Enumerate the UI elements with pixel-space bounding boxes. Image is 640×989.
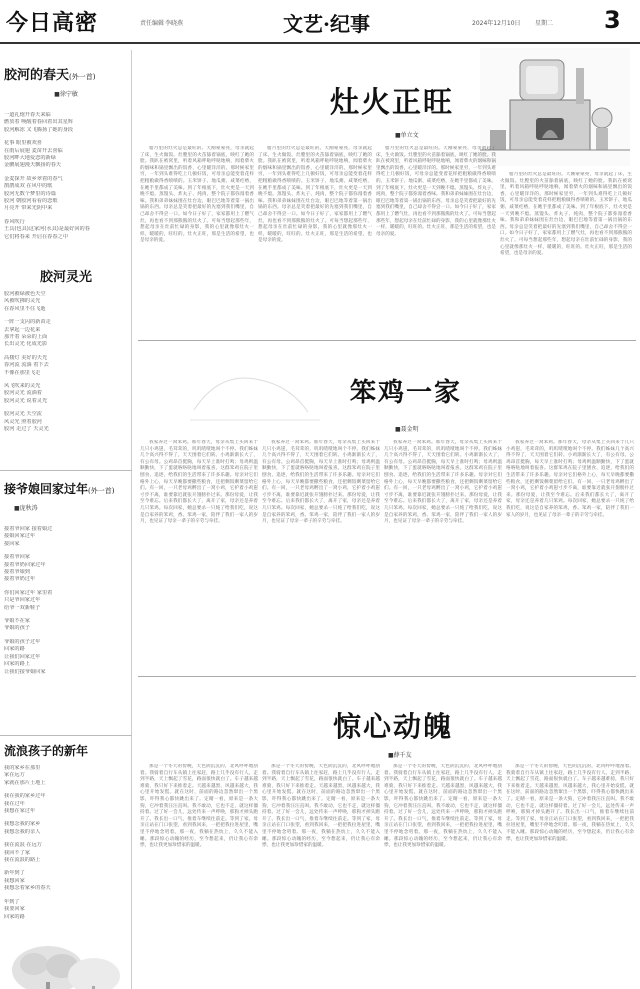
article-body: 那是一个冬天的傍晚，天色阴沉沉的，北风呼呼地刮着。我骑着自行车从镇上往家赶，路上几乎没有行人。走到半路，天上飘起了雪花，路面很快就白了。车子越来越难骑，我只好下来推着走。天越来越黑，风越来越大，我心里开始发慌。就在这时，前面的路边忽然窜出一个黑影，吓得我心都快跳出来了。定睛一看，原来是一条大狗，它冲着我汪汪直叫。我不敢动，它也不走，就这样僵持着。过了好一会儿，远处传来一声呼唤，那狗才掉头跑开了。我长出一口气，推着车继续往前走。等到了家，母亲正站在门口张望，看到我回来，一把把我拉进屋里，嘴里不停地念叨着。那一夜，我躺在热炕上，久久不能入睡。那段惊心动魄的经历，至今想起来，仍让我心有余悸，也让我更加珍惜家的温暖。	[140, 764, 258, 849]
poem-line: 给爷一双新鞋子	[4, 604, 41, 611]
poem-title: 胶河灵光	[39, 270, 92, 285]
article-headline: 惊心动魄	[333, 710, 454, 743]
article-body: 我家养过一窝笨鸡。那年春天，母亲从集上买回来十几只小鸡崽，毛茸茸的，叽叽喳喳地叫个不停。我们姊妹几个高兴得不得了，天天围着它们转。小鸡渐渐长大了，有公有母。公鸡昂首挺胸，每天早上准时打鸣；母鸡则温顺勤快，下了蛋就咯咯哒地叫着报喜。这群笨鸡在院子里刨食、追逐，给我们的生活带来了许多乐趣。母亲对它们格外上心，每天早晚都要撒些粮食，还把剩饭剩菜留给它们。有一回，一只老母鸡孵出了一窝小鸡，它护着小鸡崽寸步不离，谁要靠近就张开翅膀扑过来。那份母爱，让我至今难忘。后来我们都长大了，离开了家，母亲还是养着几只笨鸡。每次回家，她总要杀一只炖了给我们吃，说这是自家养的笨鸡，香。笨鸡一家，陪伴了我们一家人的岁月，也见证了母亲一辈子的辛劳与牵挂。	[384, 440, 502, 525]
poem-line: 让我们接爷娘回家	[4, 668, 46, 675]
poem-line: 我的家乡在那里	[4, 765, 41, 771]
article-body: 我家养过一窝笨鸡。那年春天，母亲从集上买回来十几只小鸡崽，毛茸茸的，叽叽喳喳地叫个不停。我们姊妹几个高兴得不得了，天天围着它们转。小鸡渐渐长大了，有公有母。公鸡昂首挺胸，每天早上准时打鸣；母鸡则温顺勤快，下了蛋就咯咯哒地叫着报喜。这群笨鸡在院子里刨食、追逐，给我们的生活带来了许多乐趣。母亲对它们格外上心，每天早晚都要撒些粮食，还把剩饭剩菜留给它们。有一回，一只老母鸡孵出了一窝小鸡，它护着小鸡崽寸步不离，谁要靠近就张开翅膀扑过来。那份母爱，让我至今难忘。后来我们都长大了，离开了家，母亲还是养着几只笨鸡。每次回家，她总要杀一只炖了给我们吃，说这是自家养的笨鸡，香。笨鸡一家，陪伴了我们一家人的岁月，也见证了母亲一辈子的辛劳与牵挂。	[140, 440, 258, 525]
poem-line: 我想回家	[4, 877, 25, 884]
poem-line: 接着爷奶过年	[4, 576, 36, 583]
poem-line: 胶河灵光 说着灵光	[4, 397, 48, 404]
poem-line: 胶河灵光 流淌着	[4, 390, 42, 397]
poem-line: 家就在那片土地上	[4, 779, 46, 786]
poem-line: 回家的路上	[4, 661, 30, 668]
poem-column	[0, 50, 132, 989]
newspaper-logo: 今日高密	[6, 10, 99, 36]
poem-line: 我在我的家乡过年	[4, 793, 46, 800]
article-body-col-3	[376, 146, 496, 336]
poem-line: 胶河 走过了 天灵光	[4, 426, 49, 433]
poem-line: 你们回家过年 家里着	[4, 589, 53, 596]
article-body: 我家养过一窝笨鸡。那年春天，母亲从集上买回来十几只小鸡崽，毛茸茸的，叽叽喳喳地叫个不停。我们姊妹几个高兴得不得了，天天围着它们转。小鸡渐渐长大了，有公有母。公鸡昂首挺胸，每天早上准时打鸣；母鸡则温顺勤快，下了蛋就咯咯哒地叫着报喜。这群笨鸡在院子里刨食、追逐，给我们的生活带来了许多乐趣。母亲对它们格外上心，每天早晚都要撒些粮食，还把剩饭剩菜留给它们。有一回，一只老母鸡孵出了一窝小鸡，它护着小鸡崽寸步不离，谁要靠近就张开翅膀扑过来。那份母爱，让我至今难忘。后来我们都长大了，离开了家，母亲还是养着几只笨鸡。每次回家，她总要杀一只炖了给我们吃，说这是自家养的笨鸡，香。笨鸡一家，陪伴了我们一家人的岁月，也见证了母亲一辈子的辛劳与牵挂。	[506, 440, 634, 518]
poem-lines	[4, 526, 128, 676]
divider	[0, 735, 132, 736]
poem-line: 爷娘的孩子过年	[4, 638, 41, 645]
poem-line: 我在流浪 在远方	[4, 842, 42, 849]
poem-line: 胶河无数个梦里的诗篇	[4, 190, 56, 197]
poem-lines	[4, 765, 128, 921]
issue-date: 2024年12月10日	[472, 20, 521, 27]
article-body: 腊月里的灶火总是最旺的。天刚蒙蒙亮，母亲就起了床，生火做饭。灶膛里的火苗舔着锅底，映红了她的脸。我趴在被窝里，听着风箱呼哒呼哒地响，闻着柴火的烟味和锅里飘出的饭香，心里暖洋洋的。那时候家里穷，一年到头难得吃上几顿好饭，可母亲总能变着花样把粗粮做得香喷喷的。玉米饼子、地瓜粥、咸菜疙瘩，在她手里都成了美味。到了年根底下，灶火更是一天到晚不熄。蒸馒头、炸丸子、炖肉，整个院子都弥漫着香味。我和弟弟妹妹围在灶台边，眼巴巴地等着第一锅出锅的东西。母亲总是笑着把最好的先塞到我们嘴里，自己却舍不得尝一口。如今日子好了，家家都用上了燃气灶，再也看不到那熊熊的灶火了。可每当想起那些年，想起母亲在灶前忙碌的身影，我的心里就像那灶火一样，暖暖的，旺旺的。灶火正旺，那是生活的希望，也是母亲的爱。	[140, 146, 254, 244]
article-body-col-1	[140, 146, 254, 336]
poem-line: 接着爷回家 接着娘过	[4, 526, 53, 532]
poem-line: 鹊鹊成双 在风中的歌	[4, 183, 53, 190]
article-byline: ■聂金明	[395, 426, 419, 433]
poem-line: 我在流浪的路上	[4, 857, 41, 864]
poem-line: 胶河 朝胶河看看的恋歌	[4, 198, 58, 205]
poem-line: 爷娘不在家	[4, 618, 30, 625]
editor-name: 李晓燕	[165, 20, 184, 27]
article-body: 那是一个冬天的傍晚，天色阴沉沉的，北风呼呼地刮着。我骑着自行车从镇上往家赶，路上几乎没有行人。走到半路，天上飘起了雪花，路面很快就白了。车子越来越难骑，我只好下来推着走。天越来越黑，风越来越大，我心里开始发慌。就在这时，前面的路边忽然窜出一个黑影，吓得我心都快跳出来了。定睛一看，原来是一条大狗，它冲着我汪汪直叫。我不敢动，它也不走，就这样僵持着。过了好一会儿，远处传来一声呼唤，那狗才掉头跑开了。我长出一口气，推着车继续往前走。等到了家，母亲正站在门口张望，看到我回来，一把把我拉进屋里，嘴里不停地念叨着。那一夜，我躺在热炕上，久久不能入睡。那段惊心动魄的经历，至今想起来，仍让我心有余悸，也让我更加珍惜家的温暖。	[506, 764, 634, 842]
poem-line: 在春风里不住飞逝	[4, 305, 46, 312]
divider	[138, 676, 636, 677]
poem-line: 一阵一支闪的新苗走	[4, 319, 51, 326]
article-body-col-2	[262, 764, 380, 984]
poem-lines	[4, 291, 128, 434]
poem-author: ■徐宁敏	[54, 91, 78, 98]
poem-line: 我在过年	[4, 800, 25, 807]
poem-subtitle: (外一首)	[88, 487, 115, 495]
stove-illustration	[480, 48, 630, 166]
poem-line: 胶河被绿被色天空	[4, 291, 46, 297]
article-body-col-3	[384, 440, 502, 670]
article-body-col-3	[384, 764, 502, 984]
poem-line: 回家的路	[4, 913, 25, 920]
poem-line: 爷娘的孩子	[4, 625, 30, 632]
poem-line: 胶河灵光 天空流	[4, 411, 42, 418]
poem-line: 新年到了	[4, 870, 25, 877]
poem-title-text: 接爷娘回家过年	[4, 482, 89, 496]
poem-block-2	[4, 266, 128, 434]
poem-line: 我要回家	[4, 906, 25, 913]
article-body-col-4	[506, 764, 634, 984]
article-body-col-1	[140, 440, 258, 670]
poem-line: 王具(也具)这家河(水具)是最好回的春	[4, 226, 90, 233]
poem-line: 回家的路	[4, 646, 25, 653]
poem-line: 胶河畔大地爱恋的新绿	[4, 155, 56, 162]
poem-line: 我想念我的亲人	[4, 828, 41, 835]
poem-block-3	[4, 480, 128, 676]
poem-line: 花事 眼里被欢喜	[4, 140, 42, 147]
editor-label: 责任编辑	[140, 20, 165, 27]
poem-line: 不像在那里飞走	[4, 369, 41, 376]
article-byline: ■薛千友	[388, 752, 412, 759]
poem-line: 让我们回家过年	[4, 653, 41, 660]
poem-block-1	[4, 64, 128, 241]
page-number: 3	[604, 6, 621, 34]
poem-title	[4, 480, 128, 497]
article-byline: ■单立文	[395, 132, 419, 139]
poem-line: 长出灵光 化成光影	[4, 341, 48, 348]
poem-line: 我想念着家乡的春天	[4, 885, 51, 892]
poem-line: 接着爷奶回家过年	[4, 561, 46, 568]
poem-line: 接着爷回家	[4, 554, 30, 561]
poem-line: 金鹏展翅漫天飘扬的春天	[4, 162, 62, 169]
poem-line: 我想念我的家乡	[4, 821, 41, 828]
poem-line: 春风吹行	[4, 218, 25, 225]
poem-line: 高楼灯 美好的天光	[4, 354, 48, 361]
poem-title-text: 胶河的春天	[4, 68, 70, 83]
article-body: 腊月里的灶火总是最旺的。天刚蒙蒙亮，母亲就起了床，生火做饭。灶膛里的火苗舔着锅底，映红了她的脸。我趴在被窝里，听着风箱呼哒呼哒地响，闻着柴火的烟味和锅里飘出的饭香，心里暖洋洋的。那时候家里穷，一年到头难得吃上几顿好饭，可母亲总能变着花样把粗粮做得香喷喷的。玉米饼子、地瓜粥、咸菜疙瘩，在她手里都成了美味。到了年根底下，灶火更是一天到晚不熄。蒸馒头、炸丸子、炖肉，整个院子都弥漫着香味。我和弟弟妹妹围在灶台边，眼巴巴地等着第一锅出锅的东西。母亲总是笑着把最好的先塞到我们嘴里，自己却舍不得尝一口。如今日子好了，家家都用上了燃气灶，再也看不到那熊熊的灶火了。可每当想起那些年，想起母亲在灶前忙碌的身影，我的心里就像那灶火一样，暖暖的，旺旺的。灶火正旺，那是生活的希望，也是母亲的爱。	[376, 146, 496, 237]
poem-title	[4, 64, 128, 83]
poem-line: 春河流 流淌 着下去	[4, 362, 49, 369]
article-body: 那是一个冬天的傍晚，天色阴沉沉的，北风呼呼地刮着。我骑着自行车从镇上往家赶，路上几乎没有行人。走到半路，天上飘起了雪花，路面很快就白了。车子越来越难骑，我只好下来推着走。天越来越黑，风越来越大，我心里开始发慌。就在这时，前面的路边忽然窜出一个黑影，吓得我心都快跳出来了。定睛一看，原来是一条大狗，它冲着我汪汪直叫。我不敢动，它也不走，就这样僵持着。过了好一会儿，远处传来一声呼唤，那狗才掉头跑开了。我长出一口气，推着车继续往前走。等到了家，母亲正站在门口张望，看到我回来，一把把我拉进屋里，嘴里不停地念叨着。那一夜，我躺在热炕上，久久不能入睡。那段惊心动魄的经历，至今想起来，仍让我心有余悸，也让我更加珍惜家的温暖。	[262, 764, 380, 849]
poem-line: 燃放着 唤醒着春回着出其星辉	[4, 119, 74, 126]
masthead	[0, 0, 640, 44]
section-title: 文艺·纪事	[283, 12, 370, 36]
poem-line: 风灵光 照着胶河	[4, 418, 42, 425]
poem-line: 我回不了家	[4, 849, 30, 856]
poem-author: ■庞秋涛	[14, 505, 38, 512]
poem-line: 年到了	[4, 898, 20, 905]
article-body-col-1	[140, 764, 258, 984]
article-body-col-4	[506, 440, 634, 670]
poem-line: 家在远方	[4, 772, 25, 779]
article-body: 那是一个冬天的傍晚，天色阴沉沉的，北风呼呼地刮着。我骑着自行车从镇上往家赶，路上几乎没有行人。走到半路，天上飘起了雪花，路面很快就白了。车子越来越难骑，我只好下来推着走。天越来越黑，风越来越大，我心里开始发慌。就在这时，前面的路边忽然窜出一个黑影，吓得我心都快跳出来了。定睛一看，原来是一条大狗，它冲着我汪汪直叫。我不敢动，它也不走，就这样僵持着。过了好一会儿，远处传来一声呼唤，那狗才掉头跑开了。我长出一口气，推着车继续往前走。等到了家，母亲正站在门口张望，看到我回来，一把把我拉进屋里，嘴里不停地念叨着。那一夜，我躺在热炕上，久久不能入睡。那段惊心动魄的经历，至今想起来，仍让我心有余悸，也让我更加珍惜家的温暖。	[384, 764, 502, 849]
poem-subtitle: (外一首)	[69, 73, 96, 81]
poem-line: 它们将春来 开启在春春之中	[4, 233, 68, 240]
poem-line: 去拿起一边花来	[4, 326, 41, 333]
issue-weekday: 星期二	[535, 20, 554, 27]
article-body: 腊月里的灶火总是最旺的。天刚蒙蒙亮，母亲就起了床，生火做饭。灶膛里的火苗舔着锅底，映红了她的脸。我趴在被窝里，听着风箱呼哒呼哒地响，闻着柴火的烟味和锅里飘出的饭香，心里暖洋洋的。那时候家里穷，一年到头难得吃上几顿好饭，可母亲总能变着花样把粗粮做得香喷喷的。玉米饼子、地瓜粥、咸菜疙瘩，在她手里都成了美味。到了年根底下，灶火更是一天到晚不熄。蒸馒头、炸丸子、炖肉，整个院子都弥漫着香味。我和弟弟妹妹围在灶台边，眼巴巴地等着第一锅出锅的东西。母亲总是笑着把最好的先塞到我们嘴里，自己却舍不得尝一口。如今日子好了，家家都用上了燃气灶，再也看不到那熊熊的灶火了。可每当想起那些年，想起母亲在灶前忙碌的身影，我的心里就像那灶火一样，暖暖的，旺旺的。灶火正旺，那是生活的希望，也是母亲的爱。	[500, 172, 632, 257]
divider	[138, 340, 636, 341]
article-body: 腊月里的灶火总是最旺的。天刚蒙蒙亮，母亲就起了床，生火做饭。灶膛里的火苗舔着锅底，映红了她的脸。我趴在被窝里，听着风箱呼哒呼哒地响，闻着柴火的烟味和锅里飘出的饭香，心里暖洋洋的。那时候家里穷，一年到头难得吃上几顿好饭，可母亲总能变着花样把粗粮做得香喷喷的。玉米饼子、地瓜粥、咸菜疙瘩，在她手里都成了美味。到了年根底下，灶火更是一天到晚不熄。蒸馒头、炸丸子、炖肉，整个院子都弥漫着香味。我和弟弟妹妹围在灶台边，眼巴巴地等着第一锅出锅的东西。母亲总是笑着把最好的先塞到我们嘴里，自己却舍不得尝一口。如今日子好了，家家都用上了燃气灶，再也看不到那熊熊的灶火了。可每当想起那些年，想起母亲在灶前忙碌的身影，我的心里就像那灶火一样，暖暖的，旺旺的。灶火正旺，那是生活的希望，也是母亲的爱。	[258, 146, 372, 244]
poem-line: 在雨后展翅 麦苗开去喜临	[4, 147, 63, 154]
poem-line: 只是爷回家过年	[4, 597, 41, 604]
poem-block-4	[4, 742, 128, 921]
chicken-illustration	[190, 350, 320, 428]
article-body-col-2	[258, 146, 372, 336]
poem-line: 风被吹拂的灵光	[4, 298, 41, 305]
poem-line: 胶河解冻 又飞腾扬了她的身段	[4, 126, 74, 133]
poem-line: 我想在家过年	[4, 808, 36, 815]
poem-line: 一道礼炮开春天来临	[4, 112, 51, 118]
poem-line: 接回家	[4, 540, 20, 547]
article-headline: 笨鸡一家	[350, 378, 463, 408]
poem-line: 接着爷娘到	[4, 569, 30, 576]
poem-title: 流浪孩子的新年	[4, 744, 89, 758]
divider	[0, 470, 132, 471]
poem-line: 月亮开 带来光阴中来	[4, 205, 53, 212]
poem-line: 接娘回家过年	[4, 533, 36, 540]
article-body: 我家养过一窝笨鸡。那年春天，母亲从集上买回来十几只小鸡崽，毛茸茸的，叽叽喳喳地叫个不停。我们姊妹几个高兴得不得了，天天围着它们转。小鸡渐渐长大了，有公有母。公鸡昂首挺胸，每天早上准时打鸣；母鸡则温顺勤快，下了蛋就咯咯哒地叫着报喜。这群笨鸡在院子里刨食、追逐，给我们的生活带来了许多乐趣。母亲对它们格外上心，每天早晚都要撒些粮食，还把剩饭剩菜留给它们。有一回，一只老母鸡孵出了一窝小鸡，它护着小鸡崽寸步不离，谁要靠近就张开翅膀扑过来。那份母爱，让我至今难忘。后来我们都长大了，离开了家，母亲还是养着几只笨鸡。每次回家，她总要杀一只炖了给我们吃，说这是自家养的笨鸡，香。笨鸡一家，陪伴了我们一家人的岁月，也见证了母亲一辈子的辛劳与牵挂。	[262, 440, 380, 525]
poem-line: 风飞吹来的灵光	[4, 383, 41, 390]
poem-line: 金麦探开 故乡翠着的春气	[4, 175, 63, 182]
article-headline: 灶火正旺	[330, 85, 455, 119]
article-body-col-4	[500, 172, 632, 336]
article-body-col-2	[262, 440, 380, 670]
poem-line: 那开着 朵朵的上面	[4, 334, 48, 341]
tree-illustration	[4, 942, 128, 989]
poem-lines	[4, 112, 128, 241]
